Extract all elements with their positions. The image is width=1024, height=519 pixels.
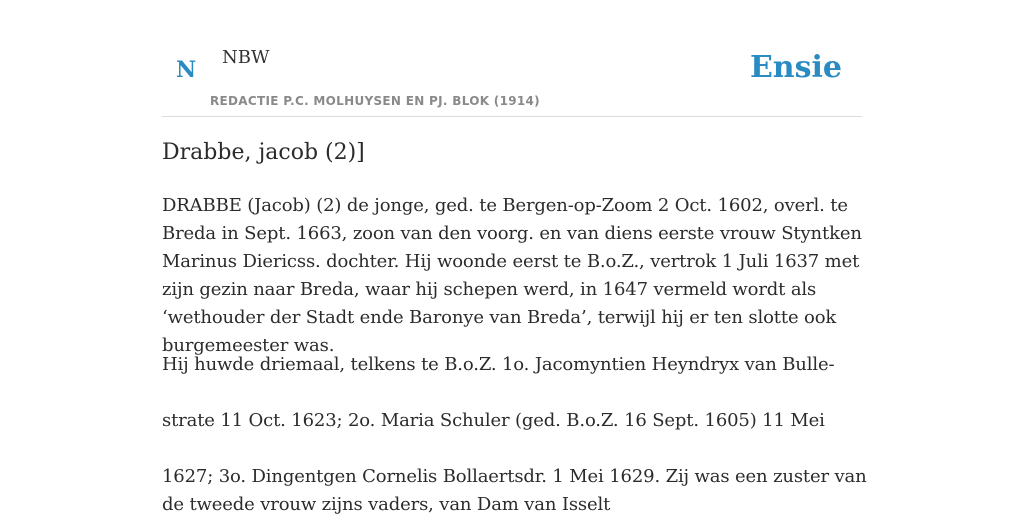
article-paragraph: DRABBE (Jacob) (2) de jonge, ged. te Bergen-op-Zoom 2 Oct. 1602, overl. te Breda in Sept. 1663, zoon van den voorg. en van diens eerste vrouw Styntken Marinus Diericss. dochter. Hij woonde eerst te B.o.Z., vertrok 1 Juli 1637 met zijn gezin naar Breda, waar hij schepen werd, in 1647 vermeld wordt als ‘wethouder der Stadt ende Baronye van Breda’, terwijl hij er ten slotte ook burgemeester was. <box>162 195 862 356</box>
article-title: Drabbe, jacob (2)] <box>162 140 365 165</box>
ensie-brand-link[interactable]: Ensie <box>749 50 842 85</box>
article-paragraph: strate 11 Oct. 1623; 2o. Maria Schuler (ged. B.o.Z. 16 Sept. 1605) 11 Mei <box>162 410 825 431</box>
nbw-logo-icon[interactable]: N <box>176 57 197 83</box>
site-header <box>162 0 862 117</box>
site-name[interactable]: NBW <box>222 47 270 68</box>
editors-subtitle: REDACTIE P.C. MOLHUYSEN EN PJ. BLOK (1914) <box>210 94 540 108</box>
article-paragraph: Hij huwde driemaal, telkens te B.o.Z. 1o. Jacomyntien Heyndryx van Bulle- <box>162 354 835 375</box>
article-paragraph: 1627; 3o. Dingentgen Cornelis Bollaertsdr. 1 Mei 1629. Zij was een zuster van de tweede vrouw zijns vaders, van Dam van Isselt <box>162 466 867 515</box>
